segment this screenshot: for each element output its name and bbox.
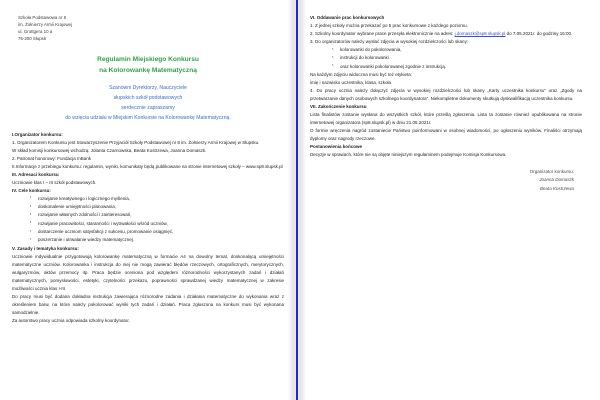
submission-item-3: 3. Do organizatorów należy wysłać zdjęcia w wysokiej rozdzielczości lub skany: [310,39,469,44]
organizer-item-1: 1. Organizatorem Konkursu jest Stowarzyszenie Przyjaciół Szkoły Podstawowej nr 8 im. Żołnierzy Armii Krajowej w Słupsku. [12,139,260,145]
submission-item-2-pre: 2. Szkolny koordynator wybrane prace przesyła elektronicznie na adres: [310,31,455,36]
submission-item-2-post: do 7.05.2021r. do godziny 16:00. [505,31,573,36]
section-heading-addressees: III. Adresaci konkursu [12,171,59,177]
section-heading-final-provisions: Postanowienia końcowe [310,143,363,149]
list-item: ▪ rozwijanie własnych zdolności i zainteresowań, [38,211,284,219]
organizer-patronage: 2. Patronat honorowy: Fundacja mBank [12,155,92,161]
section-heading-rules: V. Zasady i tematyka konkursu: [12,245,79,251]
invitation-block [12,84,284,123]
signature-block [310,168,582,194]
invitation-line-3: serdecznie zapraszamy [121,104,175,111]
list-item: ▪ doskonalenie umiejętności planowania, [38,203,284,211]
conclusion-paragraph-2: O formie wręczenia nagród zostaniecie Państwo poinformowani w osobnej wiadomości, po ogłoszeniu wyników. Finaliści otrzymają dyplomy oraz nagrody rzeczowe. [310,127,582,141]
rules-paragraph-1: Uczniowie indywidualnie przygotowują kolorowankę matematyczną w formacie A4 na dowolny temat, doskonalącą umiejętności matematyczne uczniów. Kolorowanka i instrukcja do niej nie mogą zawierać błędów rzeczowych, ortograficznych, merytorycznych, wulgaryzmów, aktów przemocy itp. Praca będzie oceniona pod względem różnorodności wykorzystanych zadań i działań matematycznych, pomysłowości, estetyki, czytelności przekazu, poprawności sprawdzanej wiedzy matematycznej w zakresie możliwości uczniа klas I-III. [12,253,284,291]
page-left [0,0,296,400]
section-heading-submission: VI. Oddawanie prac konkursowych [310,15,385,20]
list-item: ▪ dostarczenie uczniom satysfakcji z sukcesu, promowanie osiągnięć, [38,228,284,236]
label-requirement-line: Na każdym zdjęciu widoczna musi być też etykieta: [310,71,413,77]
invitation-line-1: Szanowni Dyrektorzy, Nauczyciele [109,84,187,91]
letterhead-line-2: im. Żołnierzy Armii Krajowej [18,22,72,28]
coordinator-email-link[interactable]: j.domaszk@sp8.slupsk.pl [454,31,506,36]
letterhead [18,14,284,43]
page-title [12,54,284,77]
page-right [296,0,592,400]
conclusion-paragraph-1: Lista finalistów zostanie wysłana do wszystkich szkół, które prześlą zgłoszenia. Lista ta zostanie również opublikowana na stronie internetowej organizatora (sp8.slupsk.pl) w dniu 21.05.2021r. [310,111,582,125]
list-item: ▪ poszerzanie i utrwalanie wiedzy matematycznej. [38,236,284,244]
submission-item-1: 1. Z jednej szkoły można przekazać po 5 prac konkursowe z każdego poziomu. [310,23,468,28]
section-heading-conclusion: VII. Zakończenie konkursu [310,103,367,109]
addressees-text: Uczniowie klas I – III szkół podstawowych. [12,179,97,185]
page-title-line-1: Regulamin Miejskiego Konkursu [97,55,199,63]
label-fields-line: imię i nazwisko uczestnika, klasa, szkoła [310,79,392,85]
page-title-line-2: na Kolorowankę Matematyczną [99,67,197,75]
organizer-committee: W skład komisji konkursowej wchodzą: Jolanta Czarnowska, Beata Kostrzewa, Joanna Domaszk. [12,147,207,153]
submission-item-3-list [310,46,582,71]
submission-item-2 [310,30,582,38]
signature-name-2: Beata Kostrzewa [539,186,574,192]
letterhead-line-3: ul. Grottgera 10 a [18,29,53,35]
book-spine-rule [296,0,298,400]
final-provisions-text: Decyzje w sprawach, które nie są objęte niniejszym regulaminem podejmuje Komisja Konkursowa. [310,151,507,157]
signature-heading: Organizator konkursu: [529,168,574,174]
list-item: ▪ kolorowanki do pokolorowania, [340,46,582,54]
list-item: ▪ oraz kolorowanki pokolorowanej zgodnie z instrukcją. [340,63,582,71]
signature-name-1: Joanna Domaszk [539,177,574,183]
section-heading-organizer: I.Organizator konkursu: [12,131,63,137]
section-information: II.Informacje z przebiegu konkursu: regulamin, wyniki, komunikaty będą publikowane na stronie internetowej szkoły – www.sp8.slupsk.pl [12,163,283,169]
letterhead-line-1: Szkoła Podstawowa nr 8 [18,15,67,20]
letterhead-line-4: 76-200 Słupsk [18,36,47,42]
list-item: ▪ instrukcji do kolorowanki [340,54,582,62]
goals-list [12,195,284,245]
invitation-line-2: słupskich szkół podstawowych [113,94,183,101]
submission-item-4: 4. Do pracy ucznia należy dołączyć zdjęcia w wysokiej rozdzielczości lub skany „Karty uczestnika konkursu” oraz „Zgody na przetwarzanie danych osobowych szkolnego koordynatora”. Niekompletne dokumenty skutkują dyskwalifikacją uczestnika konkursu. [310,87,582,101]
list-item: ▪ rozwijanie pracowitości, staranności i wytrwałości wśród uczniów, [38,220,284,228]
rules-paragraph-2: Do pracy musi być dodana dokładna instrukcja zawierająca różnorodne zadania i działania matematyczne do wykonania wraz z określeniem barw, na które należy pokolorować wyniki tych zadań i działań. Praca zgłoszona na konkurs musi być wykonana samodzielnie. [12,293,284,315]
invitation-line-4: do wzięcia udziału w Miejskim Konkursie na Kolorowankę Matematyczną. [65,114,231,121]
section-heading-goals: IV. Cele konkursu: [12,187,51,193]
rules-paragraph-3: Za autorstwo pracy uczniа odpowiada szkolny koordynator. [12,317,130,323]
list-item: ▪ rozwijanie kreatywnego i logicznego myślenia, [38,195,284,203]
